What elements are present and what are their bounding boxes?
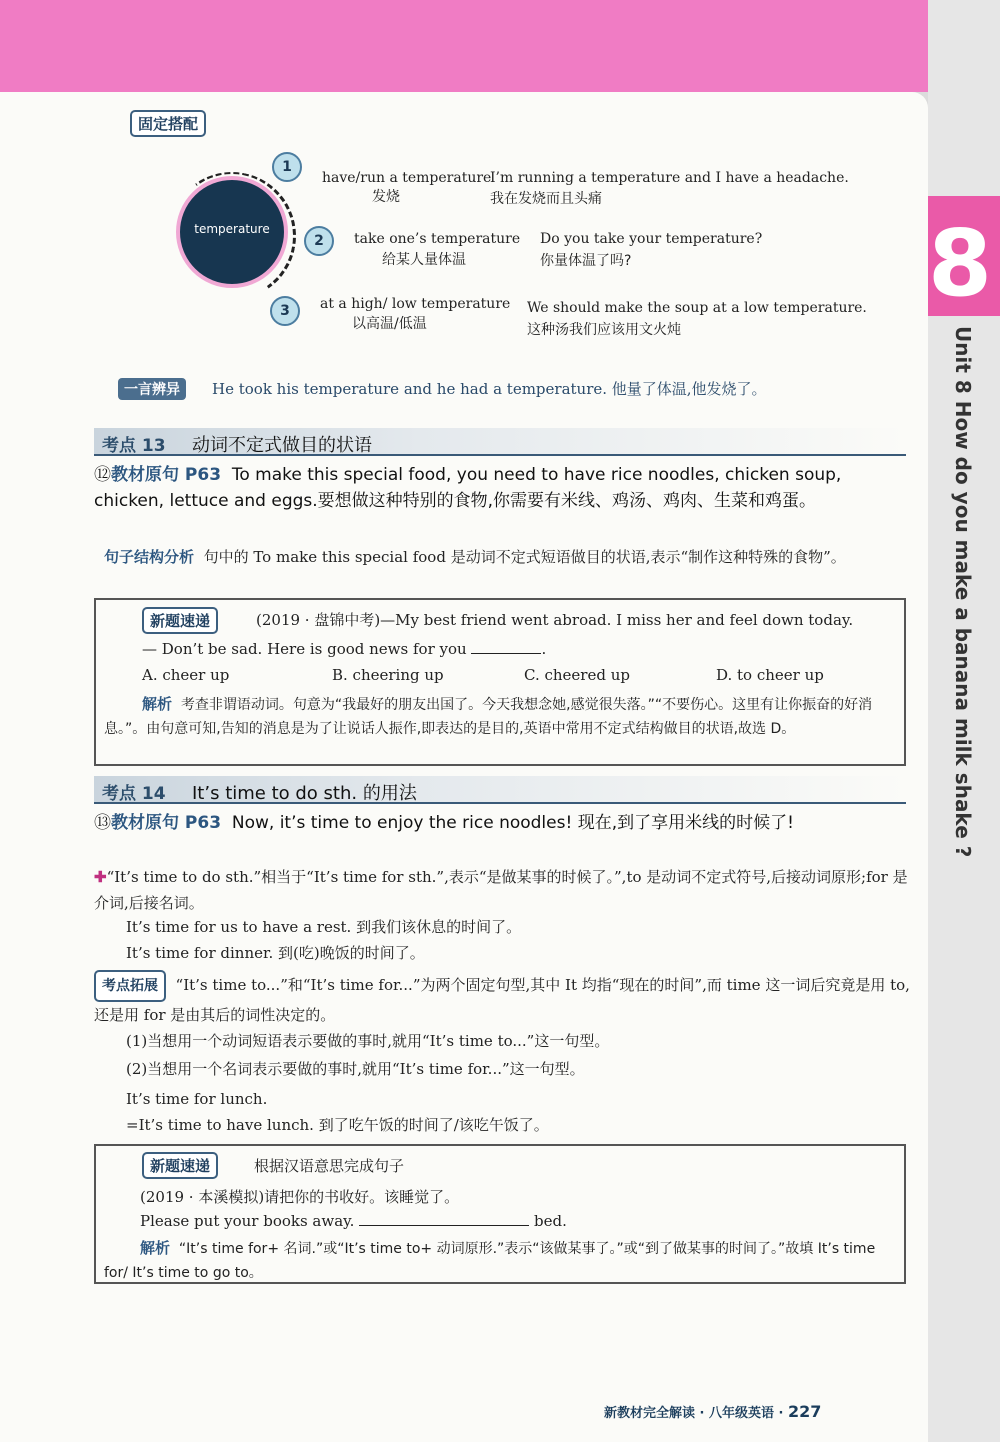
example-cn-1: 我在发烧而且头痛 xyxy=(490,191,602,207)
point13-question-1: (2019 · 盘锦中考)—My best friend went abroad. I miss her and feel down today. xyxy=(256,611,854,629)
point13-sentence-cn: 要想做这种特别的食物,你需要有米线、鸡汤、鸡肉、生菜和鸡蛋。 xyxy=(317,491,817,511)
phrase-3: at a high/ low temperature xyxy=(320,296,511,312)
meaning-2: 给某人量体温 xyxy=(382,252,466,268)
point13-source xyxy=(94,462,910,514)
point13-label: 考点 13 xyxy=(102,436,166,456)
point14-rule-1: (1)当想用一个动词短语表示要做的事时,就用“It’s time to...”这一句型。 xyxy=(126,1032,610,1050)
point14-example-3: It’s time for lunch. xyxy=(126,1090,268,1108)
example-en-2: Do you take your temperature? xyxy=(540,231,763,247)
point14-example-1: It’s time for us to have a rest. 到我们该休息的时间了。 xyxy=(126,918,522,936)
point13-title: 动词不定式做目的状语 xyxy=(192,435,372,456)
answer-blank[interactable] xyxy=(471,640,541,654)
example-cn-3: 这种汤我们应该用文火炖 xyxy=(527,322,681,338)
center-word: temperature xyxy=(194,222,270,236)
point14-note: ✚“It’s time to do sth.”相当于“It’s time for sth.”,表示“是做某事的时候了。”,to 是动词不定式符号,后接动词原形;for 是介词,后接名词。 xyxy=(94,868,908,912)
point14-expand: 考点拓展 “It’s time to...”和“It’s time for...”为两个固定句型,其中 It 均指“现在的时间”,而 time 这一词后究竟是用 to,还是用 for 是由其后的词性决定的。 xyxy=(94,970,910,1028)
point14-instruction: 根据汉语意思完成句子 xyxy=(254,1157,405,1175)
top-color-band xyxy=(0,0,1000,92)
point13-analysis xyxy=(104,544,910,570)
point13-num: ⑫ xyxy=(94,465,111,485)
point13-exercise-box xyxy=(94,598,906,766)
option-c[interactable]: C. cheered up xyxy=(524,666,630,684)
point13-header xyxy=(94,428,906,456)
point14-rule-2: (2)当想用一个名词表示要做的事时,就用“It’s time for...”这一句型。 xyxy=(126,1060,585,1078)
point14-question-1: (2019 · 本溪模拟)请把你的书收好。该睡觉了。 xyxy=(140,1188,460,1206)
point14-example-4: =It’s time to have lunch. 到了吃午饭的时间了/该吃午饭了。 xyxy=(126,1116,549,1134)
phrase-2: take one’s temperature xyxy=(354,231,521,247)
bubble-2: 2 xyxy=(304,226,334,256)
page-number: 227 xyxy=(788,1402,822,1421)
distinguish-text: He took his temperature and he had a temperature. 他量了体温,他发烧了。 xyxy=(212,380,767,398)
point13-explain: 解析 考查非谓语动词。句意为“我最好的朋友出国了。今天我想念她,感觉很失落。”“不要伤心。这里有让你振奋的好消息。”。由句意可知,告知的消息是为了让说话人振作,即表达的是目的,英语中常用不定式结构做目的状语,故选 D。 xyxy=(104,695,873,737)
example-cn-2: 你量体温了吗? xyxy=(540,253,632,269)
bubble-1: 1 xyxy=(272,152,302,182)
page-footer xyxy=(604,1402,821,1421)
answer-blank-2[interactable] xyxy=(359,1212,529,1226)
point14-num: ⑬ xyxy=(94,813,111,833)
point13-source-label: 教材原句 P63 xyxy=(111,465,222,485)
point14-sentence-cn: 现在,到了享用米线的时候了! xyxy=(577,813,794,833)
point14-source xyxy=(94,810,910,836)
point14-example-2: It’s time for dinner. 到(吃)晚饭的时间了。 xyxy=(126,944,425,962)
distinguish-tag: 一言辨异 xyxy=(118,378,186,400)
point14-source-label: 教材原句 P63 xyxy=(111,813,222,833)
unit-title: Unit 8 How do you make a banana milk shake ? xyxy=(951,326,975,858)
meaning-1: 发烧 xyxy=(372,189,400,205)
point14-exercise-box xyxy=(94,1144,906,1284)
unit-number: 8 xyxy=(928,210,993,317)
point13-analysis-text: 句中的 To make this special food 是动词不定式短语做目的状语,表示“制作这种特殊的食物”。 xyxy=(203,548,846,566)
point13-sentence-en: To make this special food, you need to have rice noodles, chicken soup, chicken, lettuce and eggs. xyxy=(94,465,842,511)
point13-analysis-label: 句子结构分析 xyxy=(104,548,195,566)
point14-question-2: Please put your books away. bed. xyxy=(140,1212,567,1230)
meaning-3: 以高温/低温 xyxy=(352,316,427,332)
point14-label: 考点 14 xyxy=(102,784,166,804)
option-d[interactable]: D. to cheer up xyxy=(716,666,824,684)
example-en-3: We should make the soup at a low temperature. xyxy=(527,300,867,316)
bubble-3: 3 xyxy=(270,296,300,326)
option-b[interactable]: B. cheering up xyxy=(332,666,444,684)
point13-exercise-tag: 新题速递 xyxy=(142,607,218,634)
point14-exercise-tag: 新题速递 xyxy=(142,1152,218,1179)
option-a[interactable]: A. cheer up xyxy=(142,666,230,684)
point14-expand-tag: 考点拓展 xyxy=(94,970,166,1002)
footer-book: 新教材完全解读 · 八年级英语 · xyxy=(604,1406,784,1421)
point14-title: It’s time to do sth. 的用法 xyxy=(192,783,417,804)
collocation-tag: 固定搭配 xyxy=(130,110,206,137)
point14-sentence-en: Now, it’s time to enjoy the rice noodles! xyxy=(231,813,573,833)
plus-icon: ✚ xyxy=(94,868,107,886)
phrase-1: have/run a temperature xyxy=(322,170,492,186)
example-en-1: I’m running a temperature and I have a headache. xyxy=(490,170,849,186)
point14-header xyxy=(94,776,906,804)
point13-question-2: — Don’t be sad. Here is good news for you . xyxy=(142,640,547,658)
point14-explain: 解析 “It’s time for+ 名词.”或“It’s time to+ 动词原形.”表示“该做某事了。”或“到了做某事的时间了。”故填 It’s time for/ It’s time to go to。 xyxy=(104,1239,876,1281)
